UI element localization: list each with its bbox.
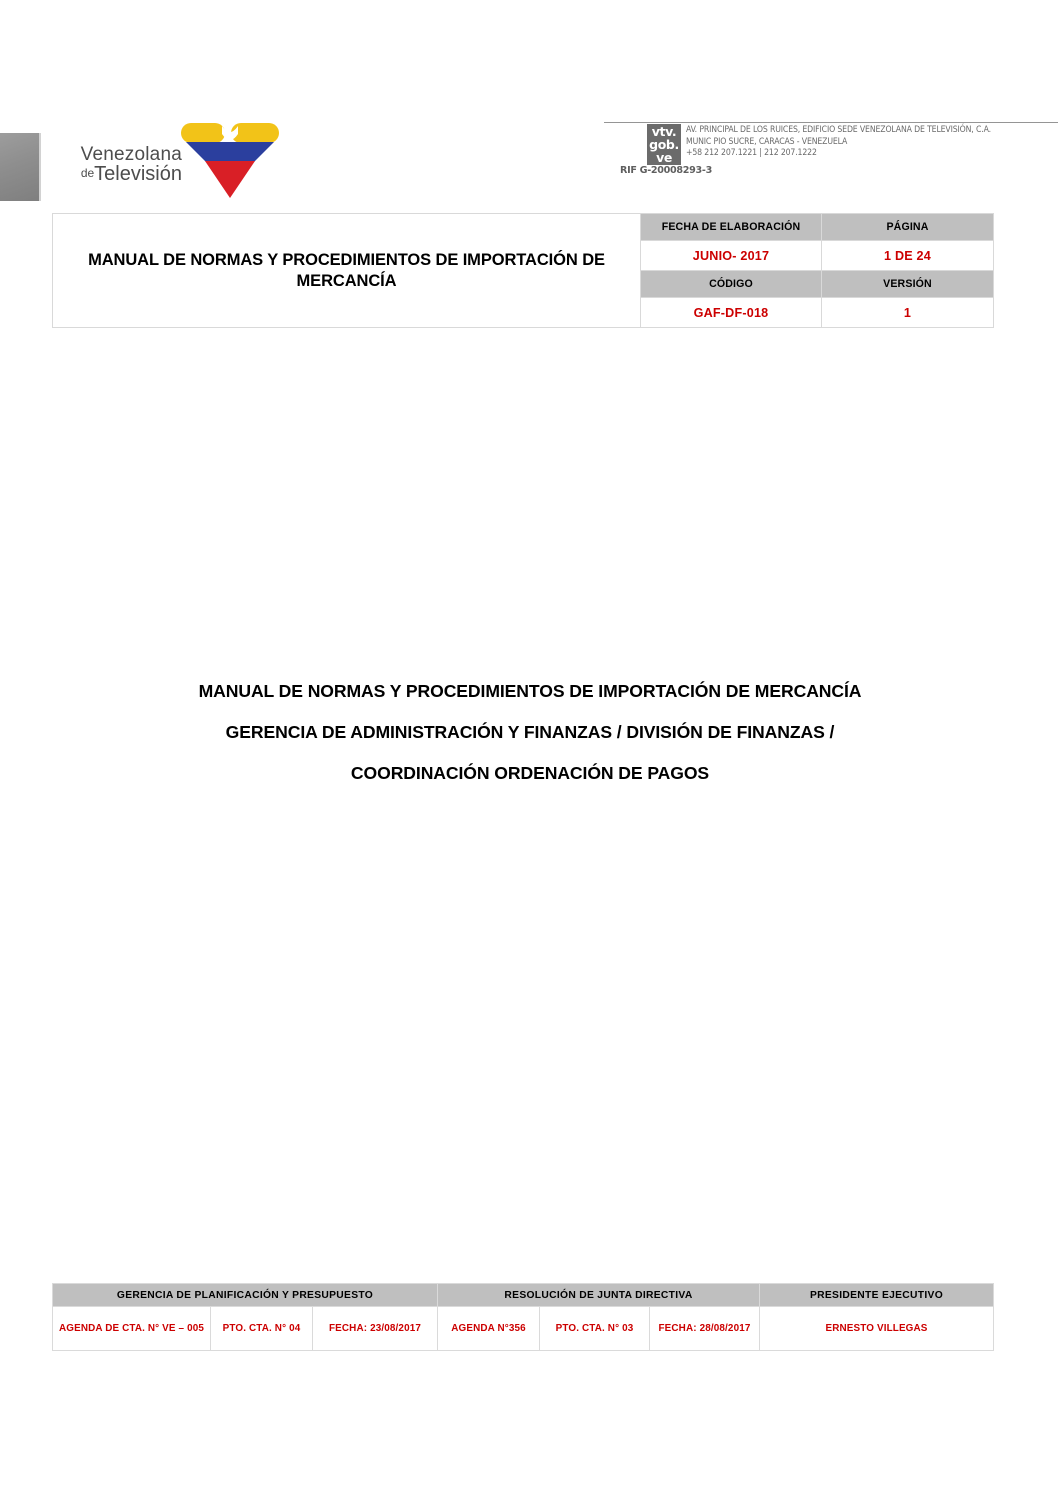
footer-cell-pto-cta-03: PTO. CTA. N° 03	[540, 1307, 650, 1351]
codigo-label: CÓDIGO	[641, 271, 822, 298]
venezuela-v-logo-icon	[178, 120, 282, 202]
header-table-row-1	[53, 214, 994, 241]
cover-title-line-3: COORDINACIÓN ORDENACIÓN DE PAGOS	[350, 763, 710, 783]
document-header-table	[52, 213, 994, 328]
footer-cell-fecha-junta: FECHA: 28/08/2017	[650, 1307, 760, 1351]
pagina-label: PÁGINA	[822, 214, 994, 241]
vtv-gob-ve-badge	[647, 124, 681, 165]
version-value: 1	[822, 298, 994, 328]
footer-cell-agenda-356: AGENDA N°356	[438, 1307, 540, 1351]
footer-cell-presidente-nombre: ERNESTO VILLEGAS	[760, 1307, 994, 1351]
address-line-3-phones: +58 212 207.1221 | 212 207.1222	[686, 147, 817, 159]
footer-header-row	[53, 1284, 994, 1307]
contact-info-block	[620, 121, 991, 183]
logo-line-television	[58, 164, 182, 184]
cover-title-block	[60, 671, 1000, 794]
footer-cell-fecha-planificacion: FECHA: 23/08/2017	[313, 1307, 438, 1351]
logo-de-word: de	[80, 166, 95, 181]
manual-title-cell: MANUAL DE NORMAS Y PROCEDIMIENTOS DE IMPORTACIÓN DE MERCANCÍA	[53, 214, 641, 328]
version-label: VERSIÓN	[822, 271, 994, 298]
footer-cell-agenda-cta-ve: AGENDA DE CTA. N° VE – 005	[53, 1307, 211, 1351]
footer-cell-pto-cta-04: PTO. CTA. N° 04	[211, 1307, 313, 1351]
address-line-1: AV. PRINCIPAL DE LOS RUICES, EDIFICIO SEDE VENEZOLANA DE TELEVISIÓN, C.A.	[686, 124, 991, 135]
logo-wordmark	[58, 145, 182, 185]
logo-television-word: Televisión	[94, 163, 182, 186]
cover-title-line-1: MANUAL DE NORMAS Y PROCEDIMIENTOS DE IMPORTACIÓN DE MERCANCÍA	[198, 681, 862, 701]
badge-line-gob: gob.	[649, 137, 679, 152]
cover-title-line-2: GERENCIA DE ADMINISTRACIÓN Y FINANZAS / DIVISIÓN DE FINANZAS /	[225, 722, 835, 742]
badge-line-vtv: vtv.	[651, 124, 677, 139]
rif-number: RIF G-20008293-3	[620, 165, 712, 176]
footer-header-presidente-ejecutivo: PRESIDENTE EJECUTIVO	[760, 1284, 994, 1307]
logo-line-venezolana: Venezolana	[80, 144, 182, 165]
codigo-value: GAF-DF-018	[641, 298, 822, 328]
pagina-value: 1 DE 24	[822, 241, 994, 271]
vtv-logo	[52, 118, 284, 204]
address-line-2: MUNIC PIO SUCRE, CARACAS - VENEZUELA	[686, 135, 848, 147]
address-lines	[686, 124, 991, 159]
footer-header-resolucion-junta: RESOLUCIÓN DE JUNTA DIRECTIVA	[438, 1284, 760, 1307]
fecha-elaboracion-value: JUNIO- 2017	[641, 241, 822, 271]
approval-footer-table	[52, 1283, 994, 1351]
footer-value-row	[53, 1307, 994, 1351]
footer-header-gerencia-planificacion: GERENCIA DE PLANIFICACIÓN Y PRESUPUESTO	[53, 1284, 438, 1307]
fecha-elaboracion-label: FECHA DE ELABORACIÓN	[641, 214, 822, 241]
left-grey-block	[0, 133, 41, 201]
badge-line-ve: ve	[656, 150, 672, 165]
